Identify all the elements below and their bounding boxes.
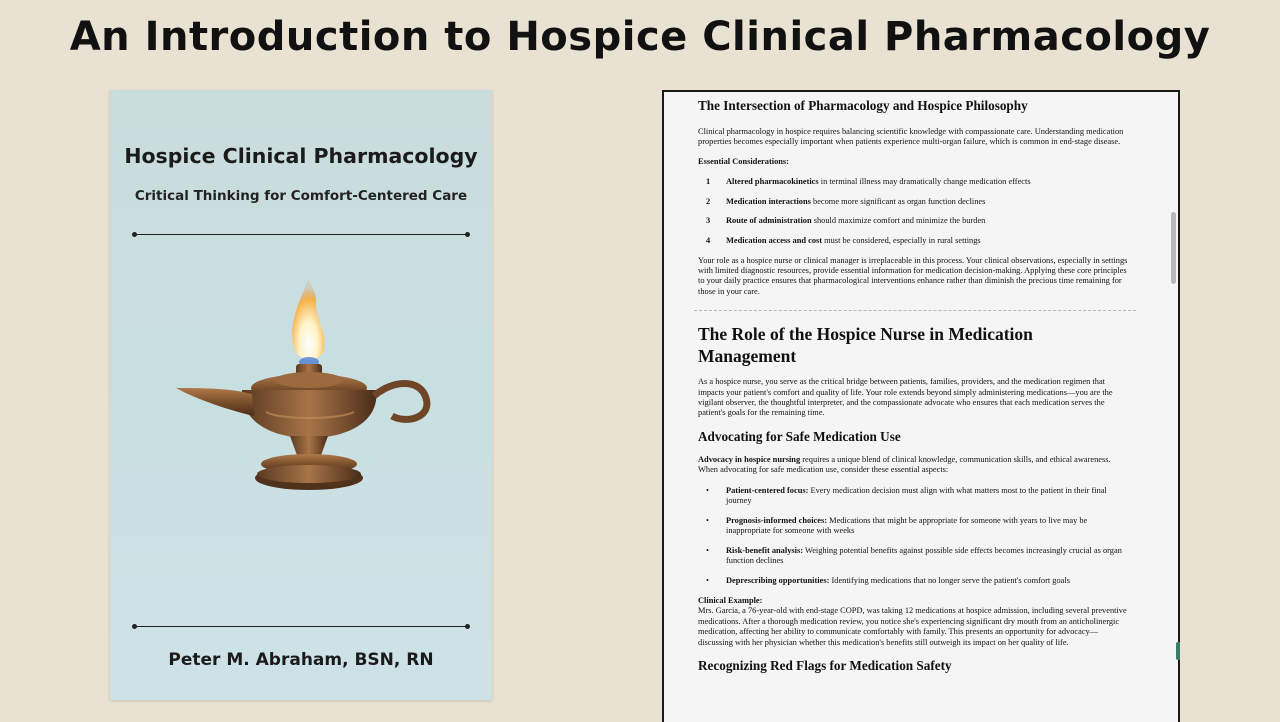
subsection-heading: Recognizing Red Flags for Medication Safety	[698, 658, 952, 674]
oil-lamp-icon	[170, 270, 440, 520]
cover-bottom-divider	[134, 626, 468, 627]
list-item: • Risk-benefit analysis: Weighing potential benefits against possible side effects becomes increasingly crucial as organ function declines	[706, 546, 1122, 566]
chapter-heading: The Role of the Hospice Nurse in Medication Management	[698, 324, 1033, 367]
considerations-label: Essential Considerations:	[698, 156, 789, 166]
scrollbar-thumb[interactable]	[1171, 212, 1176, 284]
cover-title: Hospice Clinical Pharmacology	[124, 144, 478, 168]
side-tab	[1176, 642, 1180, 660]
list-item: • Prognosis-informed choices: Medications that might be appropriate for someone with years to live may be inappropriate for someone with weeks	[706, 515, 1088, 536]
list-item: 2 Medication interactions become more significant as organ function declines	[706, 196, 986, 206]
book-cover	[110, 90, 492, 700]
cover-top-divider	[134, 234, 468, 235]
paragraph: As a hospice nurse, you serve as the critical bridge between patients, families, providers, and the medication regimen that impacts your patient's comfort and quality of life. Your role extends beyond simply administering medications—you are the vigilant observer, the thoughtful interpreter, and the compassionate advocate who ensures that each medication serves the patient's goals for the remaining time.	[698, 377, 1113, 418]
paragraph: Mrs. Garcia, a 76-year-old with end-stage COPD, was taking 12 medications at hospice admission, including several preventive medications. After a thorough medication review, you notice she's experiencing significant dry mouth from an anticholinergic medication, affecting her ability to communicate comfortably with family. This presents an opportunity for advocacy—discussing with her physician whether this medication's benefits still outweigh its impact on her quality of life.	[698, 606, 1127, 647]
subsection-heading: Advocating for Safe Medication Use	[698, 428, 901, 444]
document-viewer[interactable]	[662, 90, 1180, 722]
cover-author: Peter M. Abraham, BSN, RN	[168, 650, 434, 670]
section-divider	[694, 310, 1136, 311]
numbered-list	[698, 177, 1132, 246]
list-item: • Patient-centered focus: Every medication decision must align with what matters most to the patient in their final journey	[706, 485, 1107, 506]
section-heading: The Intersection of Pharmacology and Hospice Philosophy	[698, 98, 1028, 113]
bullet-list	[698, 486, 1132, 587]
list-item: 1 Altered pharmacokinetics in terminal illness may dramatically change medication effects	[706, 177, 1031, 187]
paragraph: Advocacy in hospice nursing requires a unique blend of clinical knowledge, communication skills, and ethical awareness. When advocating for safe medication use, consider these essential aspects:	[698, 454, 1111, 475]
paragraph: Your role as a hospice nurse or clinical manager is irreplaceable in this process. Your clinical observations, especially in settings with limited diagnostic resources, provide essential information for medication decision-making. Applying these core principles to your daily practice ensures that pharmacological interventions enhance rather than diminish the precious time remaining for those in your care.	[698, 255, 1128, 296]
page-title: An Introduction to Hospice Clinical Pharmacology	[69, 14, 1211, 60]
document-page	[698, 98, 1132, 674]
list-item: • Deprescribing opportunities: Identifying medications that no longer serve the patient's comfort goals	[706, 576, 1070, 586]
cover-subtitle: Critical Thinking for Comfort-Centered Care	[134, 188, 468, 204]
list-item: 4 Medication access and cost must be considered, especially in rural settings	[706, 236, 981, 245]
paragraph: Clinical pharmacology in hospice requires balancing scientific knowledge with compassionate care. Understanding medication properties becomes especially important when patients experience multi-organ failure, which is common in end-stage disease.	[698, 127, 1124, 147]
example-label: Clinical Example:	[698, 596, 763, 606]
list-item: 3 Route of administration should maximize comfort and minimize the burden	[706, 216, 986, 226]
